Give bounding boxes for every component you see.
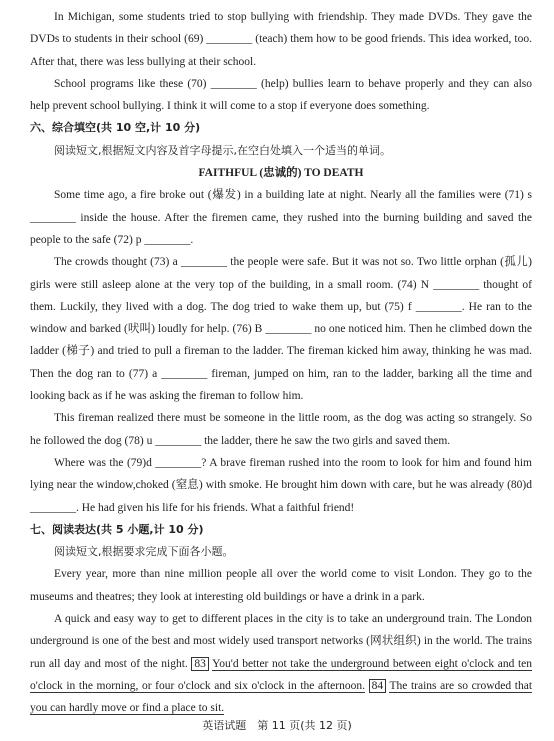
cloze-paragraph-2: The crowds thought (73) a ________ the people were safe. But it was not so. Two little orphan (孤儿) girls were still asleep alone at the very top of the building, in a small room. (74) N ________ thought of them. Luckily, they lived with a dog. The dog tried to wake them up, but (75) f ________. He ran to the window and barked (吠叫) loudly for help. (76) B ________ no one noticed him. Then he climbed down the ladder (梯子) and tried to pull a fireman to the ladder. The fireman kicked him away, thinking he was mad. Then the dog ran to (77) a ________ fireman, jumped on him, ran to the ladder, barking all the time and looking back as if he was asking the fireman to follow him. xyxy=(30,256,532,403)
story-title: FAITHFUL (忠诚的) TO DEATH xyxy=(198,167,364,180)
section-7-instruction: 阅读短文,根据要求完成下面各小题。 xyxy=(54,545,234,559)
page-footer: 英语试题 第 11 页(共 12 页) xyxy=(202,718,352,732)
reading-paragraph-2 xyxy=(30,608,532,719)
reading-paragraph-1: Every year, more than nine million people all over the world come to visit London. They go to the museums and theatres; they look at interesting old buildings or have a drink in a park. xyxy=(30,568,532,603)
section-6-instruction: 阅读短文,根据短文内容及首字母提示,在空白处填入一个适当的单词。 xyxy=(54,143,391,157)
cloze-paragraph-3: This fireman realized there must be someone in the little room, as the dog was acting so strangely. So he followed the dog (78) u ________ the ladder, there he saw the two girls and saved them. xyxy=(30,412,532,447)
underlined-sentence-84: The trains are so crowded that you can hardly move or find a place to sit. xyxy=(30,679,533,715)
underlined-sentence-83: You'd better not take the underground between eight o'clock and ten o'clock in the morning, or four o'clock and six o'clock in the afternoon. xyxy=(30,657,532,692)
reading-paragraph-2-text: A quick and easy way to get to different places in the city is to take an underground train. The London underground is one of the best and most widely used transport networks (网状组织) in the world. The trains run all day and most of the night. xyxy=(30,613,532,670)
cloze-paragraph-4: Where was the (79)d ________? A brave fireman rushed into the room to look for him and found him lying near the window,choked (窒息) with smoke. He brought him down with care, but he was already (80)d ________. He had given his life for his friends. What a faithful friend! xyxy=(30,456,532,514)
passage-paragraph-1: In Michigan, some students tried to stop bullying with friendship. They made DVDs. They gave the DVDs to students in their school (69) ________ (teach) them how to be good friends. This idea worked, too. After that, there was less bullying at their school. xyxy=(30,11,532,68)
section-7-heading: 七、阅读表达(共 5 小题,计 10 分) xyxy=(30,522,204,536)
passage-paragraph-2: School programs like these (70) ________ (help) bullies learn to behave properly and they can also help prevent school bullying. I think it will come to a stop if everyone does something. xyxy=(30,77,532,113)
section-6-heading: 六、综合填空(共 10 空,计 10 分) xyxy=(30,121,201,135)
cloze-paragraph-1: Some time ago, a fire broke out (爆发) in a building late at night. Nearly all the families were (71) s ________ inside the house. After the firemen came, they rushed into the burning building and saved the people to the safe (72) p ________. xyxy=(30,189,532,246)
question-84-marker: 84 xyxy=(369,679,387,693)
question-83-marker: 83 xyxy=(191,657,209,671)
